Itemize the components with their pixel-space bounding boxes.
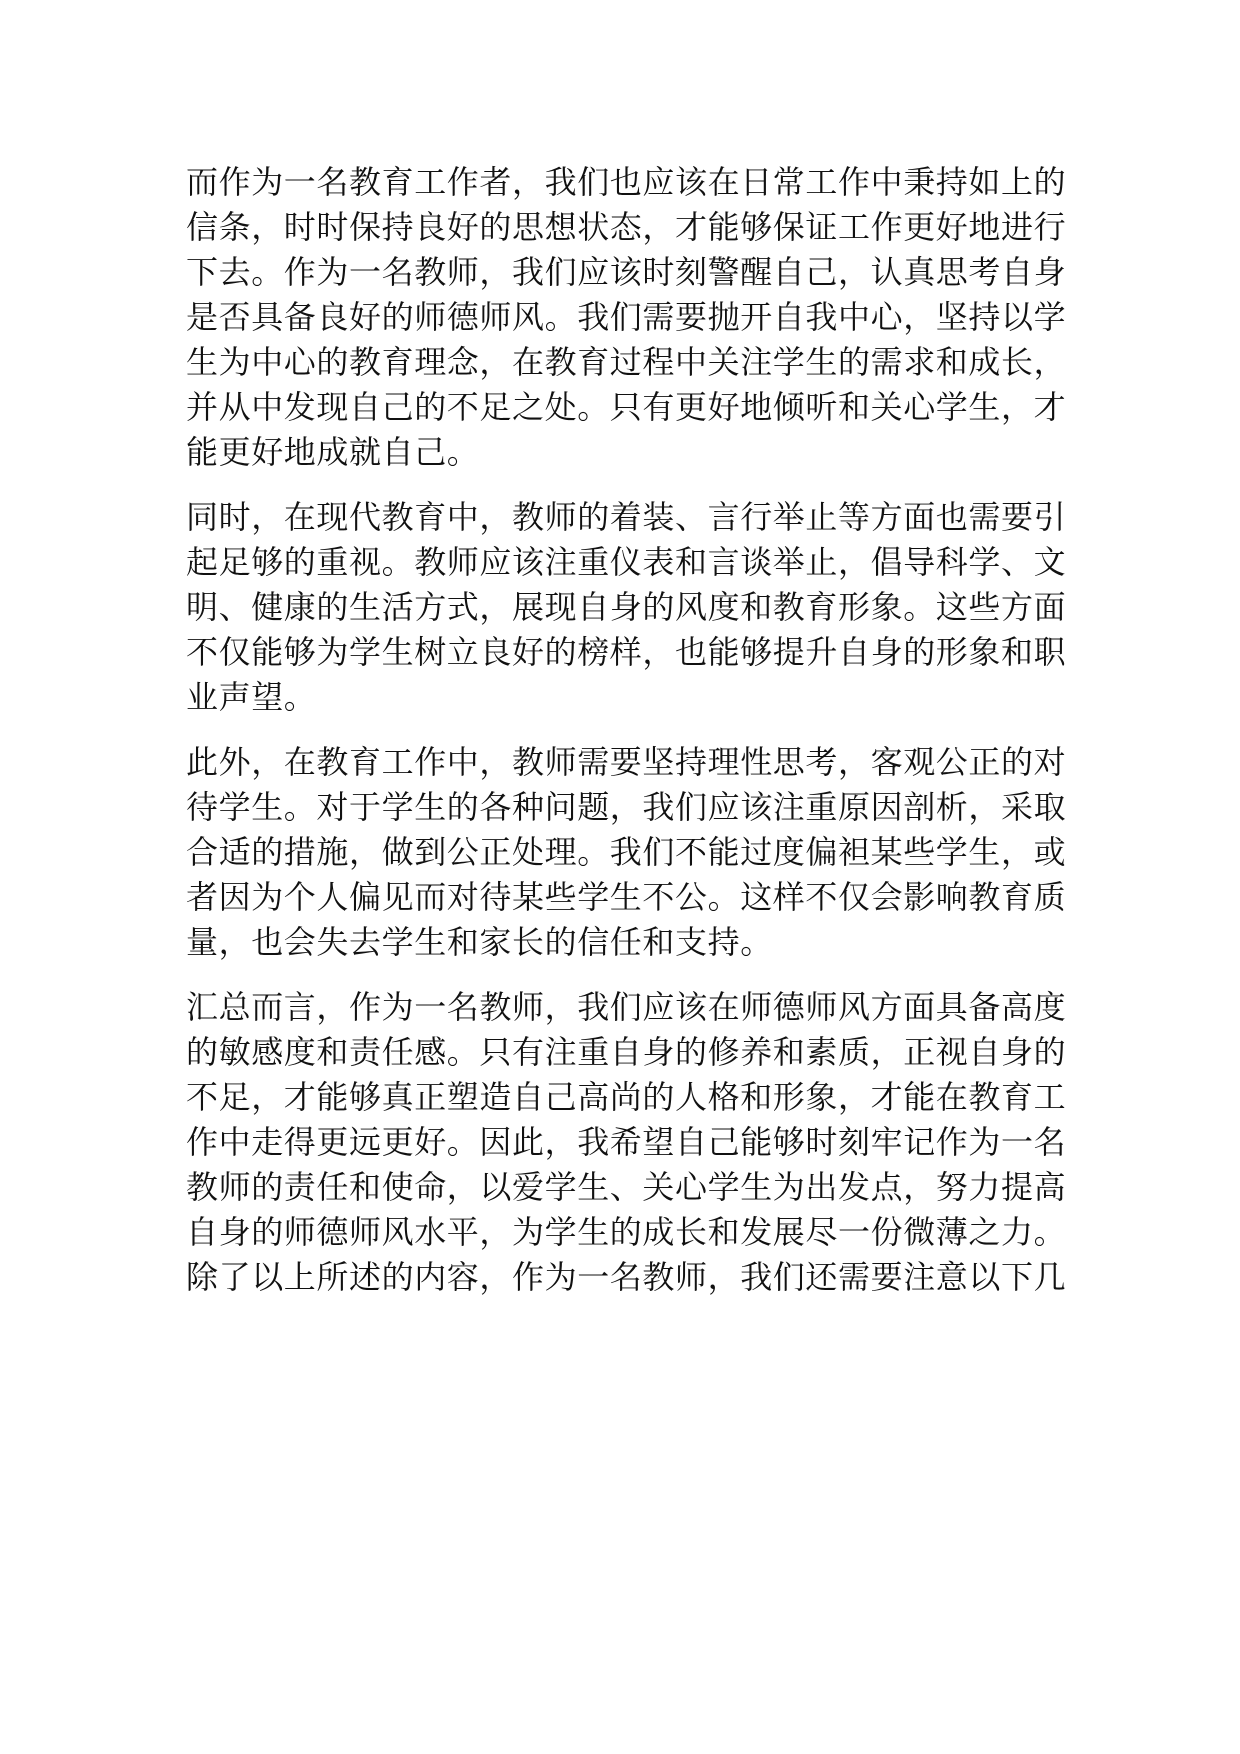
text-line: 待学生。对于学生的各种问题，我们应该注重原因剖析，采取 — [186, 788, 1067, 826]
text-line: 起足够的重视。教师应该注重仪表和言谈举止，倡导科学、文 — [186, 543, 1067, 581]
text-line: 者因为个人偏见而对待某些学生不公。这样不仅会影响教育质 — [186, 878, 1067, 916]
text-line: 汇总而言，作为一名教师，我们应该在师德师风方面具备高度 — [186, 988, 1067, 1026]
text-line: 生为中心的教育理念，在教育过程中关注学生的需求和成长， — [186, 343, 1067, 381]
text-line: 能更好地成就自己。 — [186, 433, 480, 471]
text-line: 除了以上所述的内容，作为一名教师，我们还需要注意以下几 — [186, 1258, 1067, 1296]
text-line: 的敏感度和责任感。只有注重自身的修养和素质，正视自身的 — [186, 1033, 1067, 1071]
text-line: 同时，在现代教育中，教师的着装、言行举止等方面也需要引 — [186, 498, 1067, 536]
text-line: 此外，在教育工作中，教师需要坚持理性思考，客观公正的对 — [186, 743, 1067, 781]
paragraph-teacher-appearance — [186, 495, 1066, 720]
document-body — [186, 160, 1066, 1320]
text-line: 明、健康的生活方式，展现自身的风度和教育形象。这些方面 — [186, 588, 1067, 626]
paragraph-teacher-self-reflection — [186, 160, 1066, 475]
text-line: 作中走得更远更好。因此，我希望自己能够时刻牢记作为一名 — [186, 1123, 1067, 1161]
text-line: 是否具备良好的师德师风。我们需要抛开自我中心，坚持以学 — [186, 298, 1067, 336]
text-line: 下去。作为一名教师，我们应该时刻警醒自己，认真思考自身 — [186, 253, 1067, 291]
text-line: 不足，才能够真正塑造自己高尚的人格和形象，才能在教育工 — [186, 1078, 1067, 1116]
text-line: 而作为一名教育工作者，我们也应该在日常工作中秉持如上的 — [186, 163, 1067, 201]
paragraph-summary — [186, 985, 1066, 1300]
text-line: 量，也会失去学生和家长的信任和支持。 — [186, 923, 773, 961]
text-line: 并从中发现自己的不足之处。只有更好地倾听和关心学生，才 — [186, 388, 1067, 426]
text-line: 自身的师德师风水平，为学生的成长和发展尽一份微薄之力。 — [186, 1213, 1067, 1251]
text-line: 信条，时时保持良好的思想状态，才能够保证工作更好地进行 — [186, 208, 1067, 246]
text-line: 不仅能够为学生树立良好的榜样，也能够提升自身的形象和职 — [186, 633, 1067, 671]
text-line: 合适的措施，做到公正处理。我们不能过度偏袒某些学生，或 — [186, 833, 1067, 871]
paragraph-fair-treatment — [186, 740, 1066, 965]
text-line: 业声望。 — [186, 678, 317, 716]
text-line: 教师的责任和使命，以爱学生、关心学生为出发点，努力提高 — [186, 1168, 1067, 1206]
